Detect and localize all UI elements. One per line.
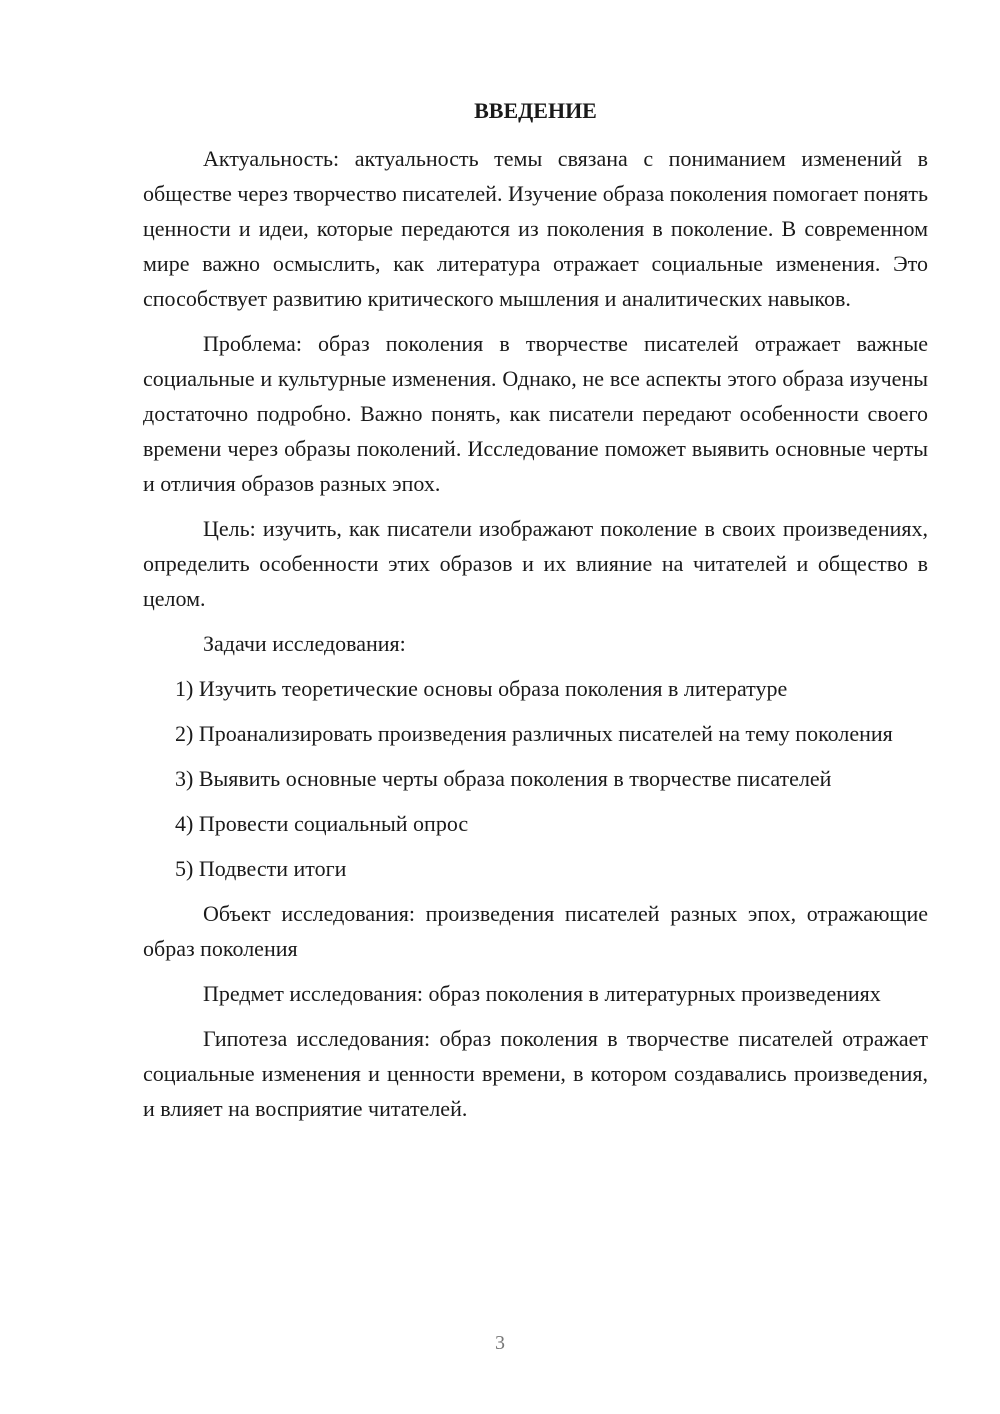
section-heading: ВВЕДЕНИЕ xyxy=(474,98,597,123)
page-number: 3 xyxy=(495,1332,505,1354)
task-item-4: 4) Провести социальный опрос xyxy=(175,811,469,836)
tasks-title: Задачи исследования: xyxy=(203,631,406,656)
document-page xyxy=(143,96,928,1136)
hypothesis-paragraph: Гипотеза исследования: образ поколения в творчестве писателей отражает социальные изменения и ценности времени, в котором создавались произведения, и влияет на восприятие читателей. xyxy=(143,1026,928,1121)
task-item-5: 5) Подвести итоги xyxy=(175,856,347,881)
task-item-2: 2) Проанализировать произведения различных писателей на тему поколения xyxy=(175,721,893,746)
subject-paragraph: Предмет исследования: образ поколения в литературных произведениях xyxy=(203,981,881,1006)
object-paragraph: Объект исследования: произведения писателей разных эпох, отражающие образ поколения xyxy=(143,901,928,961)
problem-paragraph: Проблема: образ поколения в творчестве писателей отражает важные социальные и культурные изменения. Однако, не все аспекты этого образа изучены достаточно подробно. Важно понять, как писатели передают особенности своего времени через образы поколений. Исследование поможет выявить основные черты и отличия образов разных эпох. xyxy=(143,331,928,496)
goal-paragraph: Цель: изучить, как писатели изображают поколение в своих произведениях, определить особенности этих образов и их влияние на читателей и общество в целом. xyxy=(143,516,928,611)
task-item-3: 3) Выявить основные черты образа поколения в творчестве писателей xyxy=(175,766,832,791)
task-item-1: 1) Изучить теоретические основы образа поколения в литературе xyxy=(175,676,788,701)
relevance-paragraph: Актуальность: актуальность темы связана с пониманием изменений в обществе через творчество писателей. Изучение образа поколения помогает понять ценности и идеи, которые передаются из поколения в поколение. В современном мире важно осмыслить, как литература отражает социальные изменения. Это способствует развитию критического мышления и аналитических навыков. xyxy=(143,146,928,311)
